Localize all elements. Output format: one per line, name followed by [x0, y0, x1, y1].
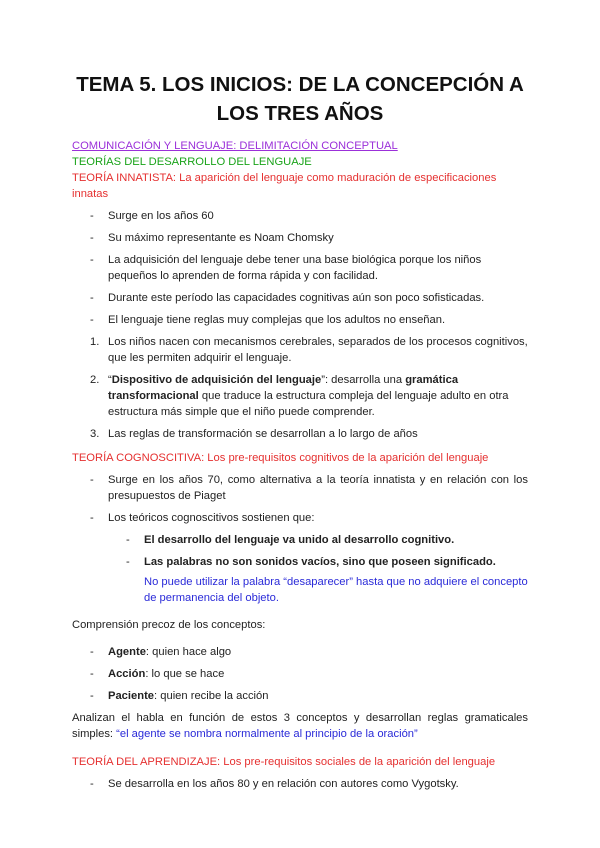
example-text: No puede utilizar la palabra “desaparecer” hasta que no adquiere el concepto de permanencia del objeto. [144, 576, 528, 604]
list-item: - Se desarrolla en los años 80 y en relación con autores como Vygotsky. [90, 777, 459, 790]
section-heading-comunicacion[interactable]: COMUNICACIÓN Y LENGUAJE: DELIMITACIÓN CONCEPTUAL [72, 140, 398, 152]
innatista-numbered-list [72, 334, 528, 442]
quote-text: “el agente se nombra normalmente al principio de la oración” [116, 728, 418, 741]
dash-marker: - [90, 254, 94, 266]
dash-marker: - [90, 292, 94, 304]
concepts-list [72, 644, 528, 704]
list-item: - Paciente: quien recibe la acción [90, 690, 269, 703]
list-item: - Su máximo representante es Noam Chomsky [90, 232, 334, 244]
list-item: - Surge en los años 70, como alternativa a la teoría innatista y en relación con los presupuestos de Piaget [90, 474, 528, 502]
page-title: TEMA 5. LOS INICIOS: DE LA CONCEPCIÓN A LOS TRES AÑOS [76, 73, 524, 125]
list-item: - La adquisición del lenguaje debe tener una base biológica porque los niños pequeños lo aprenden de forma rápida y con facilidad. [90, 254, 482, 282]
list-item: - Surge en los años 60 [90, 210, 214, 222]
list-item: - Agente: quien hace algo [90, 646, 232, 659]
heading-teoria-aprendizaje: TEORÍA DEL APRENDIZAJE: Los pre-requisitos sociales de la aparición del lenguaje [72, 755, 496, 768]
dash-marker: - [90, 210, 94, 222]
list-item: - Los teóricos cognoscitivos sostienen que: [90, 512, 315, 524]
dash-marker: - [90, 232, 94, 244]
sub-list-item: - Las palabras no son sonidos vacíos, sino que poseen significado. [126, 556, 496, 568]
comprension-intro: Comprensión precoz de los conceptos: [72, 619, 266, 632]
heading-teoria-cognoscitiva: TEORÍA COGNOSCITIVA: Los pre-requisitos cognitivos de la aparición del lenguaje [72, 452, 489, 464]
list-item: - Durante este período las capacidades cognitivas aún son poco sofisticadas. [90, 292, 485, 304]
list-item: - Acción: lo que se hace [90, 668, 225, 681]
innatista-list [72, 208, 528, 328]
aprendizaje-list [72, 776, 528, 792]
dash-marker: - [90, 314, 94, 326]
sub-list-item: - El desarrollo del lenguaje va unido al desarrollo cognitivo. [126, 534, 455, 546]
cognoscitiva-list [72, 472, 528, 526]
cognoscitiva-sublist [72, 532, 528, 570]
heading-teoria-innatista: TEORÍA INNATISTA: La aparición del lenguaje como maduración de especificaciones innatas [72, 172, 497, 200]
analysis-paragraph: Analizan el habla en función de estos 3 conceptos y desarrollan reglas gramaticales simples: “el agente se nombra normalmente al principio de la oración” [72, 712, 528, 741]
list-item: - El lenguaje tiene reglas muy complejas que los adultos no enseñan. [90, 314, 446, 326]
numbered-item: 3. Las reglas de transformación se desarrollan a lo largo de años [90, 428, 418, 440]
numbered-item: 1. Los niños nacen con mecanismos cerebrales, separados de los procesos cognitivos, que les permiten adquirir el lenguaje. [90, 336, 528, 364]
document-page [72, 70, 528, 792]
numbered-item: 2. “Dispositivo de adquisición del lenguaje”: desarrolla una gramática transformacional que traduce la estructura compleja del lenguaje adulto en otra estructura más simple que el niño puede comprender. [90, 374, 509, 418]
section-heading-teorias: TEORÍAS DEL DESARROLLO DEL LENGUAJE [72, 156, 312, 168]
